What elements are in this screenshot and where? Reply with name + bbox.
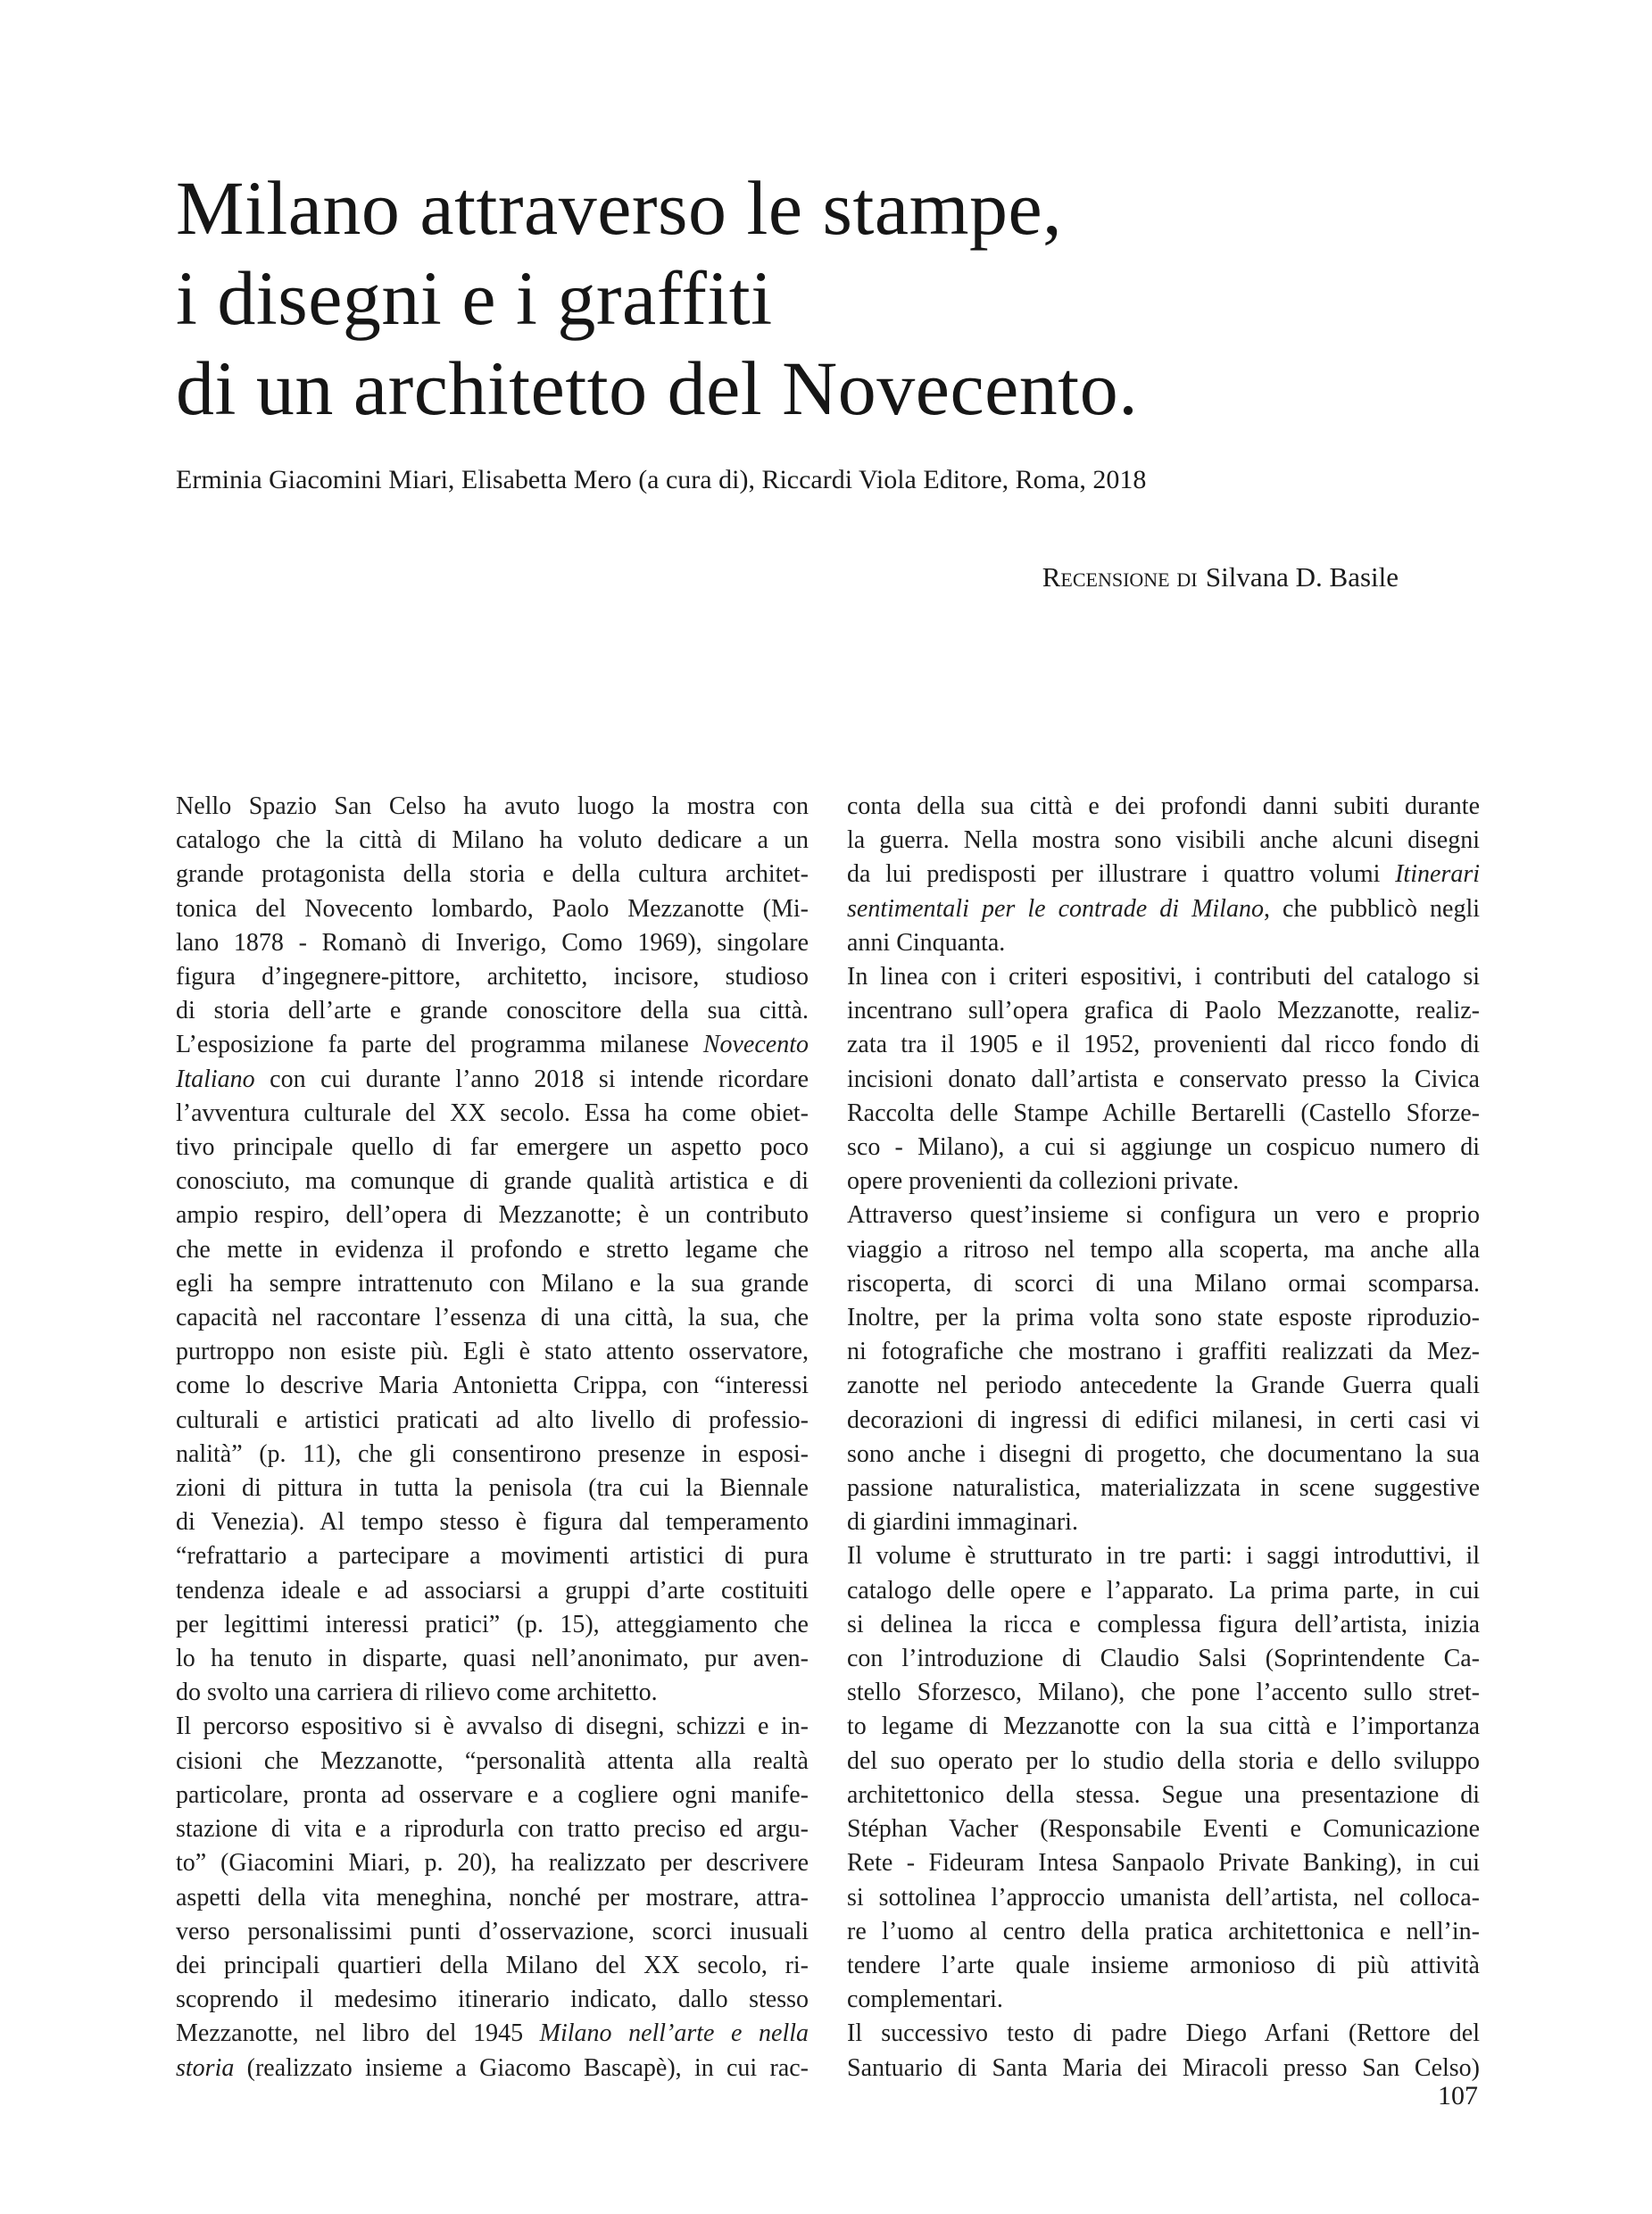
text-line xyxy=(847,1505,1480,1539)
text-segment: conosciuto, ma comunque di grande qualità artistica e di xyxy=(176,1167,809,1196)
text-line xyxy=(847,1539,1480,1573)
text-segment: si delinea la ricca e complessa figura dell’artista, inizia xyxy=(847,1610,1480,1638)
text-line xyxy=(176,2017,809,2051)
text-line xyxy=(847,1812,1480,1846)
text-segment: verso personalissimi punti d’osservazione, scorci inusuali xyxy=(176,1917,809,1945)
text-line xyxy=(847,1233,1480,1267)
right-column xyxy=(847,790,1480,2085)
text-line xyxy=(847,1335,1480,1369)
text-segment: Inoltre, per la prima volta sono state esposte riproduzio- xyxy=(847,1304,1480,1332)
reviewer-byline xyxy=(1042,560,1399,594)
text-line xyxy=(847,892,1480,926)
text-segment: to legame di Mezzanotte con la sua città e l’importanza xyxy=(847,1712,1480,1741)
text-line xyxy=(847,1676,1480,1710)
text-segment: viaggio a ritroso nel tempo alla scoperta, ma anche alla xyxy=(847,1235,1480,1264)
text-line xyxy=(176,824,809,858)
text-line xyxy=(176,1335,809,1369)
text-line xyxy=(176,926,809,960)
text-line xyxy=(176,790,809,824)
text-line xyxy=(176,1710,809,1744)
text-segment: di storia dell’arte e grande conoscitore della sua città. xyxy=(176,997,809,1025)
text-line xyxy=(176,1915,809,1949)
text-segment: In linea con i criteri espositivi, i contributi del catalogo si xyxy=(847,963,1480,991)
text-segment: zanotte nel periodo antecedente la Grande Guerra quali xyxy=(847,1372,1480,1400)
text-segment: nalità” (p. 11), che gli consentirono presenze in esposi- xyxy=(176,1439,809,1468)
text-line xyxy=(176,1301,809,1335)
text-line xyxy=(176,858,809,891)
text-line xyxy=(847,1028,1480,1062)
text-segment: particolare, pronta ad osservare e a cogliere ogni manife- xyxy=(176,1780,809,1809)
text-line xyxy=(176,1505,809,1539)
text-line xyxy=(847,2052,1480,2085)
text-line xyxy=(847,926,1480,960)
text-line xyxy=(176,1676,809,1710)
text-segment: sco - Milano), a cui si aggiunge un cospicuo numero di xyxy=(847,1133,1480,1162)
text-segment: sono anche i disegni di progetto, che documentano la sua xyxy=(847,1439,1480,1468)
text-segment: stello Sforzesco, Milano), che pone l’accento sullo stret- xyxy=(847,1679,1480,1707)
text-segment: Rete - Fideuram Intesa Sanpaolo Private Banking), in cui xyxy=(847,1849,1480,1878)
text-line xyxy=(847,1267,1480,1301)
text-line xyxy=(176,1539,809,1573)
page-title-line: di un architetto del Novecento. xyxy=(176,345,1139,431)
text-segment: di Venezia). Al tempo stesso è figura dal temperamento xyxy=(176,1508,809,1537)
text-line xyxy=(176,1028,809,1062)
text-segment: l’avventura culturale del XX secolo. Essa ha come obiet- xyxy=(176,1099,809,1127)
text-segment: (realizzato insieme a Giacomo Bascapè), in cui rac- xyxy=(234,2053,809,2082)
text-segment: “refrattario a partecipare a movimenti artistici di pura xyxy=(176,1542,809,1571)
text-segment: con cui durante l’anno 2018 si intende ricordare xyxy=(254,1065,809,1093)
text-line xyxy=(176,1165,809,1198)
text-line xyxy=(847,824,1480,858)
text-line xyxy=(847,1915,1480,1949)
text-line xyxy=(176,1369,809,1403)
text-line xyxy=(176,1949,809,1983)
text-segment: stazione di vita e a riprodurla con tratto preciso ed argu- xyxy=(176,1815,809,1844)
text-segment: Il percorso espositivo si è avvalso di disegni, schizzi e in- xyxy=(176,1712,809,1741)
text-line xyxy=(847,1063,1480,1097)
text-segment: architettonico della stessa. Segue una presentazione di xyxy=(847,1780,1480,1809)
page-title xyxy=(176,163,1138,434)
text-line xyxy=(847,2017,1480,2051)
text-segment: catalogo delle opere e l’apparato. La prima parte, in cui xyxy=(847,1576,1480,1605)
text-segment: lo ha tenuto in disparte, quasi nell’anonimato, pur aven- xyxy=(176,1645,809,1673)
text-segment: la guerra. Nella mostra sono visibili anche alcuni disegni xyxy=(847,826,1480,855)
text-segment: zata tra il 1905 e il 1952, provenienti dal ricco fondo di xyxy=(847,1031,1480,1059)
text-line xyxy=(176,1097,809,1131)
text-line xyxy=(176,2052,809,2085)
italic-text-segment: Itinerari xyxy=(1395,860,1480,889)
text-line xyxy=(847,1369,1480,1403)
text-line xyxy=(847,1881,1480,1915)
text-line xyxy=(176,1881,809,1915)
text-line xyxy=(847,1131,1480,1165)
text-segment: Il successivo testo di padre Diego Arfani (Rettore del xyxy=(847,2019,1480,2048)
text-segment: aspetti della vita meneghina, nonché per mostrare, attra- xyxy=(176,1883,809,1911)
text-segment: , che pubblicò negli xyxy=(1263,894,1481,923)
text-line xyxy=(847,858,1480,891)
italic-text-segment: Italiano xyxy=(176,1065,255,1093)
text-line xyxy=(176,1404,809,1438)
text-segment: Attraverso quest’insieme si configura un vero e proprio xyxy=(847,1201,1480,1230)
text-line xyxy=(176,1608,809,1642)
text-segment: L’esposizione fa parte del programma milanese xyxy=(176,1031,703,1059)
text-segment: tendere l’arte quale insieme armonioso di più attività xyxy=(847,1951,1480,1979)
text-segment: tonica del Novecento lombardo, Paolo Mezzanotte (Mi- xyxy=(176,894,809,923)
text-segment: incisioni donato dall’artista e conservato presso la Civica xyxy=(847,1065,1480,1093)
text-line xyxy=(847,1608,1480,1642)
text-segment: tivo principale quello di far emergere un aspetto poco xyxy=(176,1133,809,1162)
text-segment: dei principali quartieri della Milano del XX secolo, ri- xyxy=(176,1951,809,1979)
text-line xyxy=(847,1404,1480,1438)
text-segment: cisioni che Mezzanotte, “personalità attenta alla realtà xyxy=(176,1746,809,1775)
italic-text-segment: Novecento xyxy=(702,1031,809,1059)
text-line xyxy=(176,1472,809,1505)
book-citation: Erminia Giacomini Miari, Elisabetta Mero (a cura di), Riccardi Viola Editore, Roma, 2018 xyxy=(176,465,1147,494)
text-segment: con l’introduzione di Claudio Salsi (Soprintendente Ca- xyxy=(847,1645,1480,1673)
body-columns xyxy=(176,790,1480,2085)
text-line xyxy=(847,1949,1480,1983)
text-segment: figura d’ingegnere-pittore, architetto, incisore, studioso xyxy=(176,963,809,991)
text-segment: ni fotografiche che mostrano i graffiti realizzati da Mez- xyxy=(847,1338,1480,1366)
italic-text-segment: storia xyxy=(176,2053,235,2082)
text-segment: Mezzanotte, nel libro del 1945 xyxy=(176,2019,540,2048)
text-line xyxy=(847,1472,1480,1505)
page-title-line: i disegni e i graffiti xyxy=(176,255,773,341)
text-segment: Stéphan Vacher (Responsabile Eventi e Comunicazione xyxy=(847,1815,1480,1844)
text-line xyxy=(847,790,1480,824)
text-line xyxy=(847,1846,1480,1880)
text-segment: del suo operato per lo studio della storia e dello sviluppo xyxy=(847,1746,1480,1775)
reviewer-label: Recensione di xyxy=(1042,561,1198,593)
text-segment: conta della sua città e dei profondi danni subiti durante xyxy=(847,792,1480,820)
text-segment: grande protagonista della storia e della cultura architet- xyxy=(176,860,809,889)
reviewer-name: Silvana D. Basile xyxy=(1205,561,1399,593)
text-segment: purtroppo non esiste più. Egli è stato attento osservatore, xyxy=(176,1338,809,1366)
text-line xyxy=(176,1267,809,1301)
text-line xyxy=(847,1779,1480,1812)
text-segment: egli ha sempre intrattenuto con Milano e la sua grande xyxy=(176,1269,809,1298)
text-line xyxy=(176,1438,809,1472)
text-segment: incentrano sull’opera grafica di Paolo Mezzanotte, realiz- xyxy=(847,997,1480,1025)
text-line xyxy=(176,1574,809,1608)
text-segment: che mette in evidenza il profondo e stretto legame che xyxy=(176,1235,809,1264)
text-line xyxy=(176,1131,809,1165)
text-segment: per legittimi interessi pratici” (p. 15), atteggiamento che xyxy=(176,1610,809,1638)
text-segment: Nello Spazio San Celso ha avuto luogo la mostra con xyxy=(176,792,809,820)
text-segment: passione naturalistica, materializzata in scene suggestive xyxy=(847,1474,1480,1503)
text-segment: di giardini immaginari. xyxy=(847,1508,1078,1537)
text-line xyxy=(176,1642,809,1676)
text-line xyxy=(176,1983,809,2017)
text-line xyxy=(176,1812,809,1846)
text-segment: do svolto una carriera di rilievo come architetto. xyxy=(176,1679,658,1707)
text-line xyxy=(847,1642,1480,1676)
text-segment: si sottolinea l’approccio umanista dell’artista, nel colloca- xyxy=(847,1883,1480,1911)
text-segment: complementari. xyxy=(847,1986,1003,2014)
text-line xyxy=(176,1233,809,1267)
text-segment: come lo descrive Maria Antonietta Crippa, con “interessi xyxy=(176,1372,809,1400)
text-segment: riscoperta, di scorci di una Milano ormai scomparsa. xyxy=(847,1269,1480,1298)
text-segment: ampio respiro, dell’opera di Mezzanotte; è un contributo xyxy=(176,1201,809,1230)
text-segment: catalogo che la città di Milano ha voluto dedicare a un xyxy=(176,826,809,855)
text-line xyxy=(847,1097,1480,1131)
page-number: 107 xyxy=(1438,2081,1478,2110)
text-segment: da lui predisposti per illustrare i quattro volumi xyxy=(847,860,1396,889)
text-segment: tendenza ideale e ad associarsi a gruppi d’arte costituiti xyxy=(176,1576,809,1605)
left-column xyxy=(176,790,809,2085)
text-line xyxy=(847,1574,1480,1608)
text-segment: capacità nel raccontare l’essenza di una città, la sua, che xyxy=(176,1304,809,1332)
text-segment: lano 1878 - Romanò di Inverigo, Como 1969), singolare xyxy=(176,928,809,957)
text-line xyxy=(176,994,809,1028)
italic-text-segment: Milano nell’arte e nella xyxy=(539,2019,809,2048)
text-line xyxy=(176,1063,809,1097)
text-line xyxy=(847,1745,1480,1779)
text-line xyxy=(847,1438,1480,1472)
text-segment: to” (Giacomini Miari, p. 20), ha realizzato per descrivere xyxy=(176,1849,809,1878)
text-segment: Santuario di Santa Maria dei Miracoli presso San Celso) xyxy=(847,2053,1480,2082)
page-title-line: Milano attraverso le stampe, xyxy=(176,165,1063,251)
text-line xyxy=(176,1745,809,1779)
text-line xyxy=(176,1779,809,1812)
italic-text-segment: sentimentali per le contrade di Milano xyxy=(847,894,1264,923)
text-line xyxy=(847,1983,1480,2017)
text-line xyxy=(176,1198,809,1232)
text-line xyxy=(847,994,1480,1028)
text-line xyxy=(847,1710,1480,1744)
text-segment: Il volume è strutturato in tre parti: i saggi introduttivi, il xyxy=(847,1542,1480,1571)
text-line xyxy=(176,1846,809,1880)
text-line xyxy=(847,960,1480,994)
text-line xyxy=(847,1165,1480,1198)
text-segment: re l’uomo al centro della pratica architettonica e nell’in- xyxy=(847,1917,1480,1945)
text-segment: culturali e artistici praticati ad alto livello di professio- xyxy=(176,1406,809,1434)
text-segment: opere provenienti da collezioni private. xyxy=(847,1167,1240,1196)
text-line xyxy=(847,1301,1480,1335)
text-segment: decorazioni di ingressi di edifici milanesi, in certi casi vi xyxy=(847,1406,1480,1434)
text-line xyxy=(176,960,809,994)
text-segment: Raccolta delle Stampe Achille Bertarelli (Castello Sforze- xyxy=(847,1099,1480,1127)
text-segment: anni Cinquanta. xyxy=(847,928,1006,957)
text-line xyxy=(176,892,809,926)
text-segment: zioni di pittura in tutta la penisola (tra cui la Biennale xyxy=(176,1474,809,1503)
text-line xyxy=(847,1198,1480,1232)
text-segment: scoprendo il medesimo itinerario indicato, dallo stesso xyxy=(176,1986,809,2014)
